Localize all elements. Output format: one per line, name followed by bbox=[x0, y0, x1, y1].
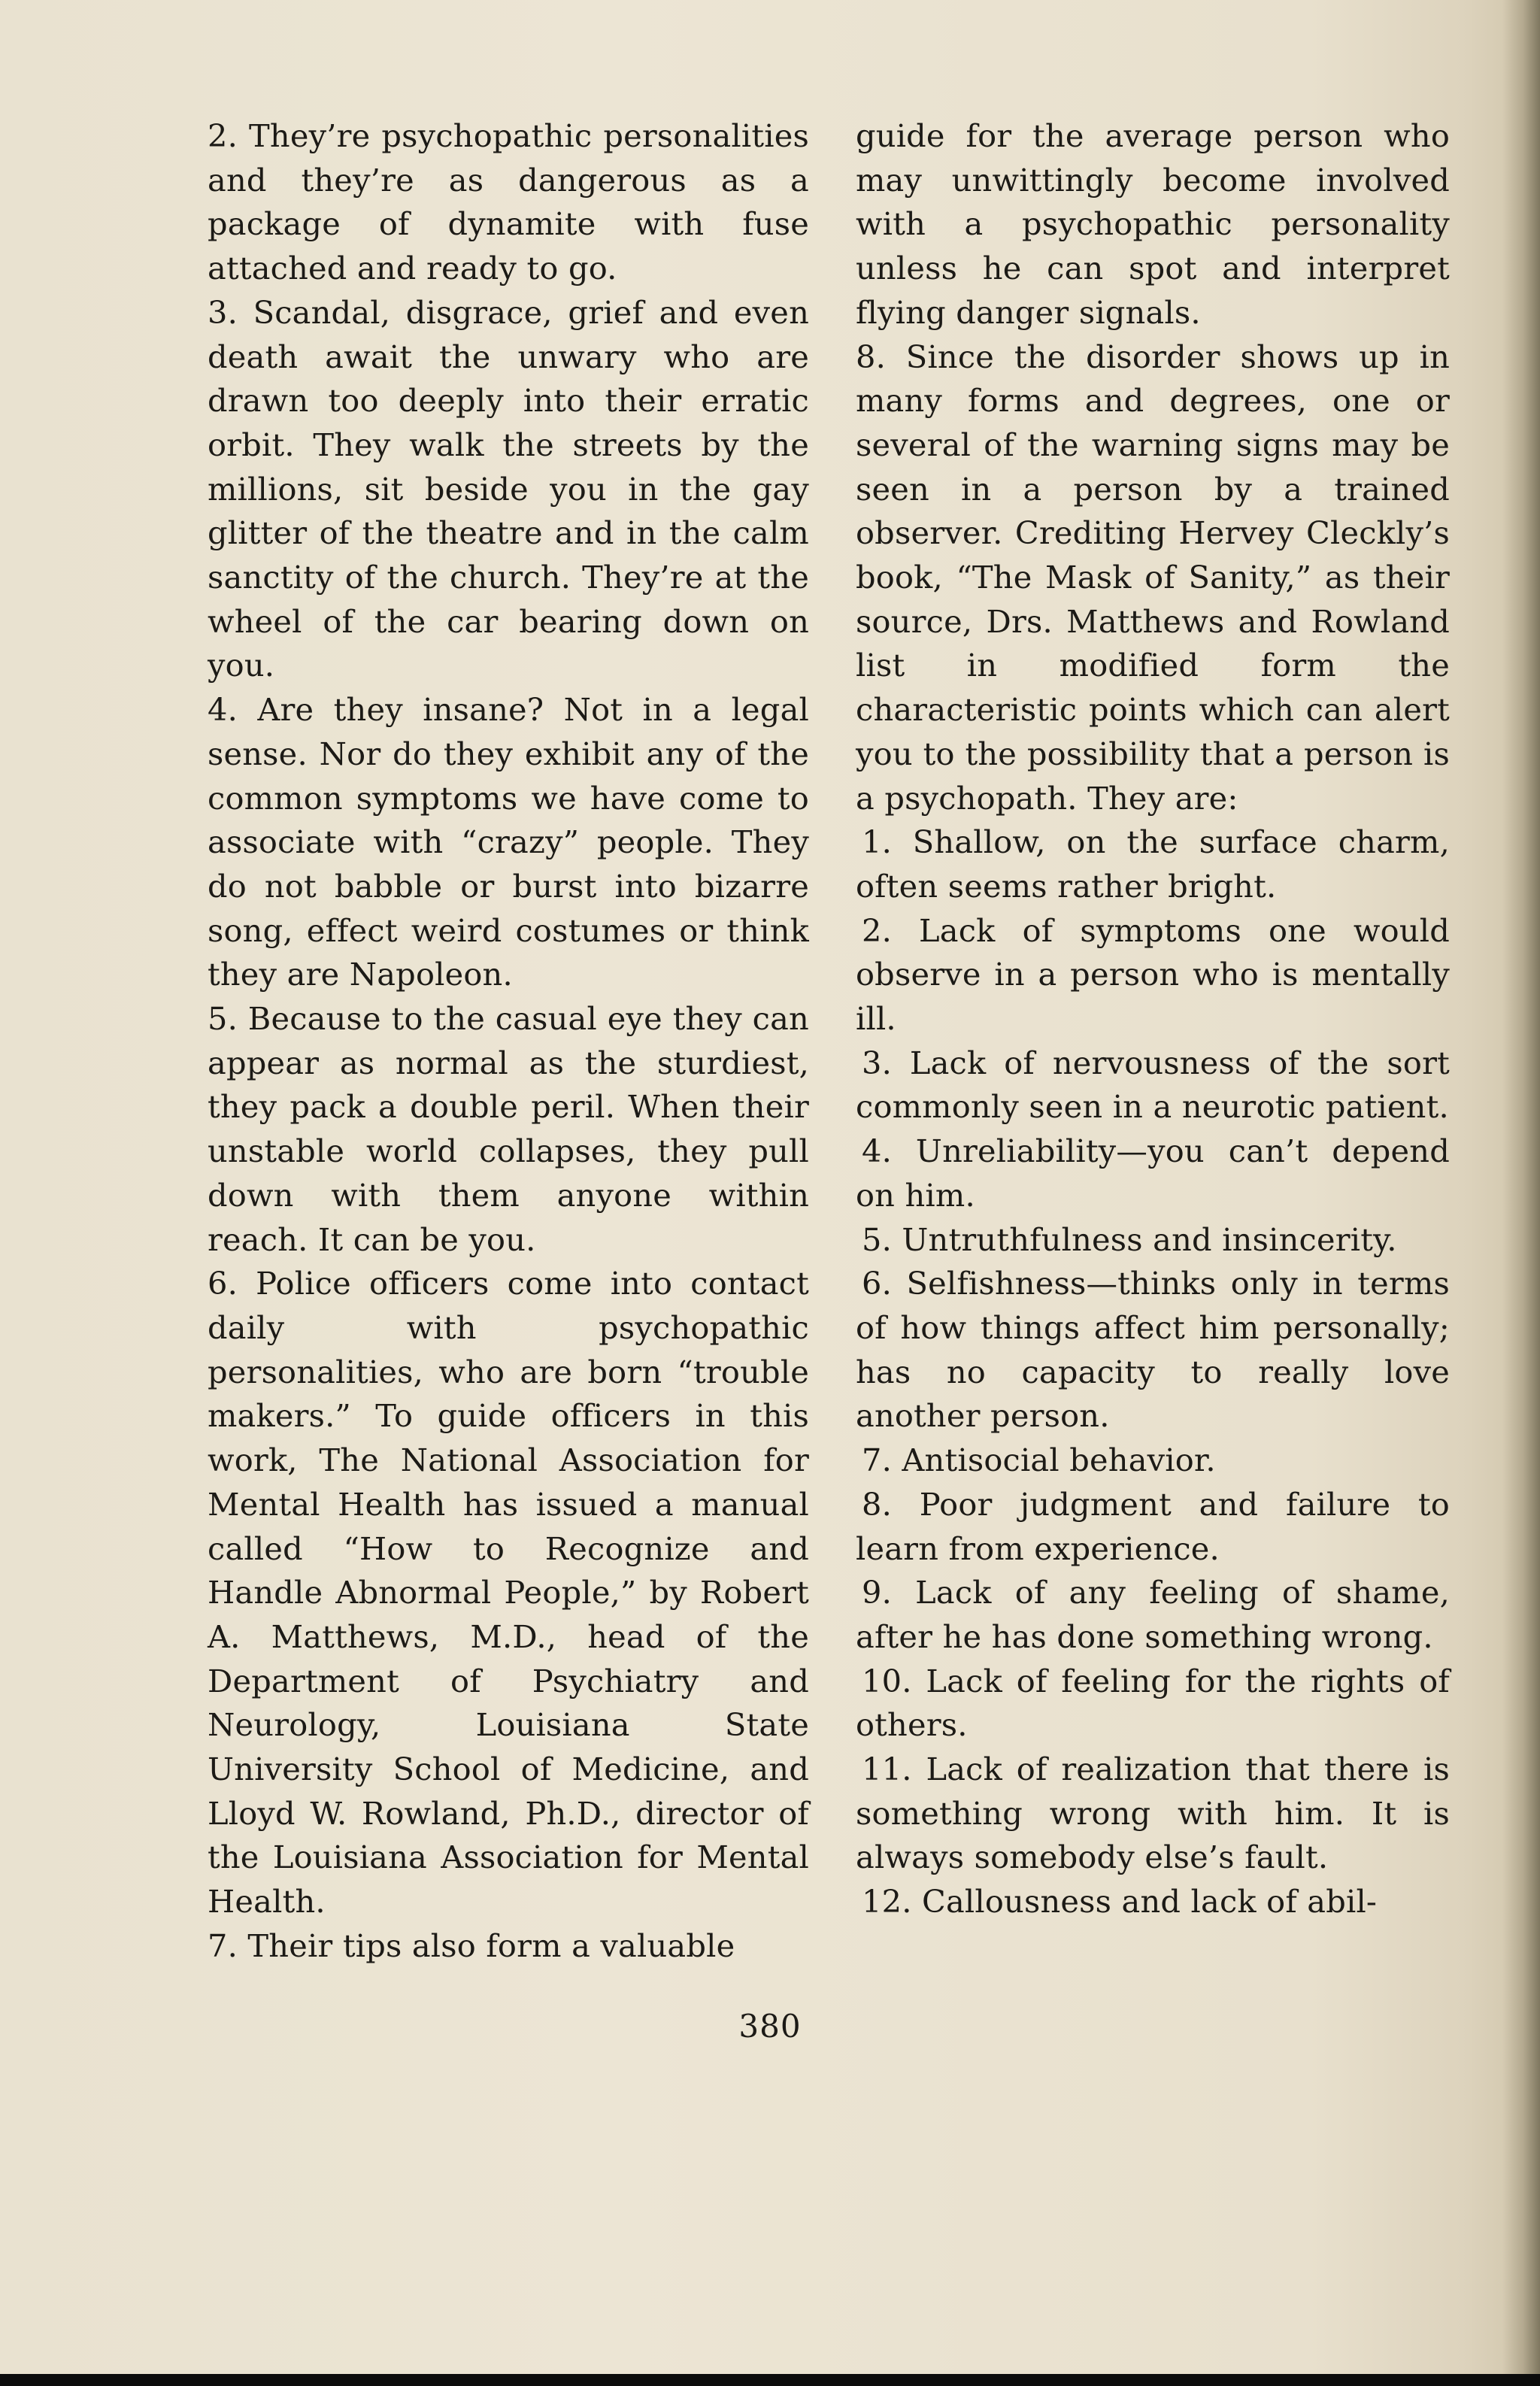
page-number: 380 bbox=[738, 2008, 802, 2045]
right-text-column bbox=[856, 114, 1450, 1924]
trait-7: 7. Antisocial behavior. bbox=[862, 1442, 1216, 1479]
scan-bottom-border bbox=[0, 2374, 1540, 2386]
paragraph-item-2: 2. They’re psychopathic personalities and they’re as dangerous as a package of dynamite with fuse attached and ready to go. bbox=[208, 117, 809, 287]
trait-6: 6. Selfishness—thinks only in terms of how things affect him personally; has no capacity to really love another person. bbox=[856, 1265, 1450, 1435]
trait-3: 3. Lack of nervousness of the sort commonly seen in a neurotic patient. bbox=[856, 1044, 1450, 1126]
trait-8: 8. Poor judgment and failure to learn from experience. bbox=[856, 1485, 1450, 1567]
paragraph-item-8: 8. Since the disorder shows up in many forms and degrees, one or several of the warning signs may be seen in a person by a trained observer. Crediting Hervey Cleckly’s book, “The Mask of Sanity,” as their source, Drs. Matthews and Rowland list in modified form the characteristic points which can alert you to the possibility that a person is a psychopath. They are: bbox=[856, 338, 1450, 817]
trait-11: 11. Lack of realization that there is something wrong with him. It is always somebody else’s fault. bbox=[856, 1751, 1450, 1876]
paragraph-item-4: 4. Are they insane? Not in a legal sense. Nor do they exhibit any of the common symptoms we have come to associate with “crazy” people. They do not babble or burst into bizarre song, effect weird costumes or think they are Napoleon. bbox=[208, 691, 809, 993]
trait-1: 1. Shallow, on the surface charm, often seems rather bright. bbox=[856, 823, 1450, 905]
trait-9: 9. Lack of any feeling of shame, after he has done something wrong. bbox=[856, 1574, 1450, 1655]
left-text-column bbox=[208, 114, 809, 1969]
trait-10: 10. Lack of feeling for the rights of others. bbox=[856, 1662, 1450, 1744]
paragraph-item-7: 7. Their tips also form a valuable bbox=[208, 1927, 735, 1964]
trait-2: 2. Lack of symptoms one would observe in a person who is mentally ill. bbox=[856, 911, 1450, 1038]
paragraph-item-6: 6. Police officers come into contact daily with psychopathic personalities, who are born “trouble makers.” To guide officers in this work, The National Association for Mental Health has issued a manual called “How to Recognize and Handle Abnormal People,” by Robert A. Matthews, M.D., head of the Department of Psychiatry and Neurology, Louisiana State University School of Medicine, and Lloyd W. Rowland, Ph.D., director of the Louisiana Association for Mental Health. bbox=[208, 1265, 809, 1921]
trait-4: 4. Unreliability—you can’t depend on him. bbox=[856, 1132, 1450, 1214]
trait-5: 5. Untruthfulness and insincerity. bbox=[862, 1220, 1397, 1258]
paragraph-continuation: guide for the average person who may unwittingly become involved with a psychopathic personality unless he can spot and interpret flying danger signals. bbox=[856, 117, 1450, 331]
paragraph-item-3: 3. Scandal, disgrace, grief and even death await the unwary who are drawn too deeply into their erratic orbit. They walk the streets by the millions, sit beside you in the gay glitter of the theatre and in the calm sanctity of the church. They’re at the wheel of the car bearing down on you. bbox=[208, 293, 809, 684]
trait-12: 12. Callousness and lack of abil- bbox=[862, 1883, 1378, 1921]
paragraph-item-5: 5. Because to the casual eye they can appear as normal as the sturdiest, they pack a double peril. When their unstable world collapses, they pull down with them anyone within reach. It can be you. bbox=[208, 1000, 809, 1258]
